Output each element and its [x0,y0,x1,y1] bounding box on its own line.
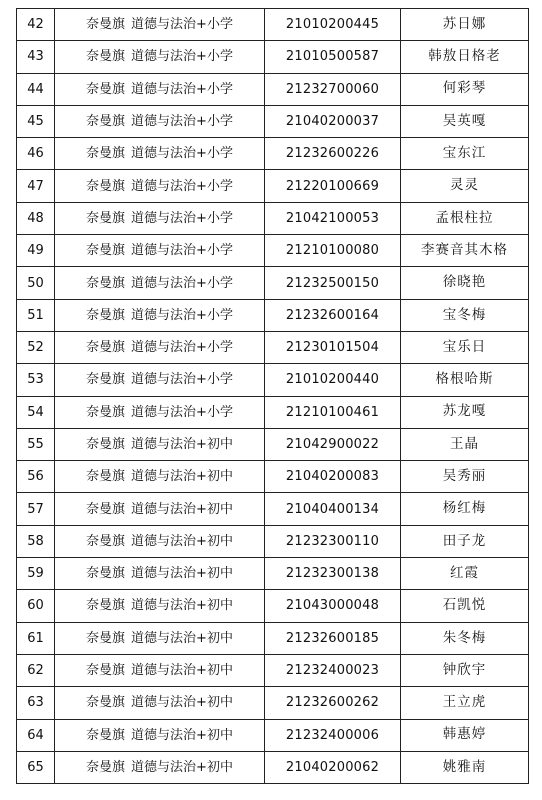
subject-name: 道德与法治+小学 [131,49,233,65]
candidate-id: 21230101504 [265,331,401,363]
candidate-name: 姚雅南 [401,751,529,783]
candidate-id: 21232300138 [265,558,401,590]
table-row [17,719,529,751]
county-subject-cell [55,105,265,137]
subject-name: 道德与法治+小学 [131,81,233,97]
candidate-name: 苏日娜 [401,9,529,41]
county-name: 奈曼旗 [86,501,126,517]
row-number: 47 [17,170,55,202]
candidate-name: 苏龙嘎 [401,396,529,428]
candidate-name: 徐晓艳 [401,267,529,299]
county-subject-cell [55,138,265,170]
row-number: 48 [17,202,55,234]
row-number: 52 [17,331,55,363]
candidate-name: 宝冬梅 [401,299,529,331]
candidate-id: 21232600226 [265,138,401,170]
candidate-name: 灵灵 [401,170,529,202]
row-number: 51 [17,299,55,331]
table-row [17,267,529,299]
subject-name: 道德与法治+小学 [131,275,233,291]
county-name: 奈曼旗 [86,598,126,614]
candidate-id: 21010200440 [265,364,401,396]
candidate-id: 21040200083 [265,461,401,493]
candidate-name: 田子龙 [401,525,529,557]
candidate-id: 21232500150 [265,267,401,299]
county-subject-cell [55,202,265,234]
subject-name: 道德与法治+小学 [131,210,233,226]
table-row [17,461,529,493]
row-number: 49 [17,235,55,267]
county-subject-cell [55,331,265,363]
row-number: 57 [17,493,55,525]
row-number: 50 [17,267,55,299]
candidate-id: 21232600185 [265,622,401,654]
subject-name: 道德与法治+初中 [131,437,233,452]
county-name: 奈曼旗 [86,49,126,65]
county-name: 奈曼旗 [86,210,126,226]
subject-name: 道德与法治+小学 [131,17,233,33]
subject-name: 道德与法治+小学 [131,243,233,259]
county-subject-cell [55,170,265,202]
candidate-id: 21232400023 [265,654,401,686]
county-subject-cell [55,719,265,751]
county-name: 奈曼旗 [86,372,126,388]
candidate-id: 21232300110 [265,525,401,557]
candidate-name: 韩敖日格老 [401,41,529,73]
table-row [17,170,529,202]
table-row [17,138,529,170]
subject-name: 道德与法治+初中 [131,759,233,775]
candidate-name: 吴秀丽 [401,461,529,493]
table-row [17,590,529,622]
row-number: 55 [17,428,55,460]
county-name: 奈曼旗 [86,469,126,485]
candidate-id: 21010200445 [265,9,401,41]
subject-name: 道德与法治+初中 [131,663,233,679]
candidate-name: 宝乐日 [401,331,529,363]
candidate-id: 21042900022 [265,428,401,460]
subject-name: 道德与法治+小学 [131,178,233,194]
table-row [17,525,529,557]
county-subject-cell [55,558,265,590]
county-subject-cell [55,428,265,460]
table-row [17,364,529,396]
subject-name: 道德与法治+初中 [131,695,233,711]
table-row [17,493,529,525]
candidate-name: 宝东江 [401,138,529,170]
county-subject-cell [55,267,265,299]
subject-name: 道德与法治+小学 [131,146,233,162]
row-number: 59 [17,558,55,590]
candidate-name: 孟根柱拉 [401,202,529,234]
subject-name: 道德与法治+初中 [131,501,233,517]
county-name: 奈曼旗 [86,663,126,679]
county-name: 奈曼旗 [86,243,126,259]
candidate-id: 21232600262 [265,687,401,719]
row-number: 64 [17,719,55,751]
row-number: 43 [17,41,55,73]
county-name: 奈曼旗 [86,114,126,130]
subject-name: 道德与法治+小学 [131,307,233,323]
county-subject-cell [55,41,265,73]
subject-name: 道德与法治+小学 [131,404,233,420]
row-number: 53 [17,364,55,396]
roster-table [16,8,529,784]
row-number: 65 [17,751,55,783]
row-number: 61 [17,622,55,654]
county-subject-cell [55,751,265,783]
county-name: 奈曼旗 [86,17,126,33]
row-number: 54 [17,396,55,428]
county-subject-cell [55,687,265,719]
county-name: 奈曼旗 [86,340,126,356]
row-number: 58 [17,525,55,557]
county-name: 奈曼旗 [86,307,126,323]
county-name: 奈曼旗 [86,630,126,646]
county-subject-cell [55,622,265,654]
county-subject-cell [55,9,265,41]
county-subject-cell [55,493,265,525]
candidate-id: 21210100080 [265,235,401,267]
table-row [17,235,529,267]
county-name: 奈曼旗 [86,533,126,549]
row-number: 45 [17,105,55,137]
roster-table-body [17,9,529,784]
county-name: 奈曼旗 [86,275,126,291]
table-row [17,428,529,460]
county-subject-cell [55,525,265,557]
candidate-name: 朱冬梅 [401,622,529,654]
table-row [17,751,529,783]
row-number: 62 [17,654,55,686]
table-row [17,558,529,590]
county-subject-cell [55,461,265,493]
county-name: 奈曼旗 [86,81,126,97]
candidate-name: 李赛音其木格 [401,235,529,267]
row-number: 63 [17,687,55,719]
county-name: 奈曼旗 [86,727,126,743]
table-row [17,687,529,719]
table-row [17,396,529,428]
candidate-id: 21220100669 [265,170,401,202]
candidate-id: 21042100053 [265,202,401,234]
candidate-id: 21232700060 [265,73,401,105]
table-row [17,202,529,234]
candidate-name: 韩惠婷 [401,719,529,751]
candidate-id: 21232400006 [265,719,401,751]
subject-name: 道德与法治+初中 [131,727,233,743]
candidate-name: 吴英嘎 [401,105,529,137]
candidate-id: 21232600164 [265,299,401,331]
candidate-id: 21010500587 [265,41,401,73]
row-number: 42 [17,9,55,41]
subject-name: 道德与法治+小学 [131,114,233,130]
candidate-name: 格根哈斯 [401,364,529,396]
county-subject-cell [55,396,265,428]
subject-name: 道德与法治+初中 [131,469,233,485]
row-number: 60 [17,590,55,622]
county-name: 奈曼旗 [86,695,126,711]
candidate-id: 21040200062 [265,751,401,783]
county-subject-cell [55,235,265,267]
candidate-id: 21040400134 [265,493,401,525]
county-subject-cell [55,654,265,686]
county-name: 奈曼旗 [86,566,126,582]
subject-name: 道德与法治+初中 [131,598,233,614]
table-row [17,299,529,331]
candidate-name: 石凯悦 [401,590,529,622]
table-row [17,73,529,105]
table-row [17,9,529,41]
table-row [17,105,529,137]
candidate-name: 何彩琴 [401,73,529,105]
candidate-id: 21040200037 [265,105,401,137]
row-number: 56 [17,461,55,493]
row-number: 44 [17,73,55,105]
county-name: 奈曼旗 [86,437,126,452]
county-subject-cell [55,299,265,331]
table-row [17,41,529,73]
candidate-id: 21043000048 [265,590,401,622]
table-row [17,331,529,363]
county-subject-cell [55,73,265,105]
subject-name: 道德与法治+小学 [131,340,233,356]
county-name: 奈曼旗 [86,178,126,194]
candidate-name: 红霞 [401,558,529,590]
county-subject-cell [55,364,265,396]
subject-name: 道德与法治+初中 [131,533,233,549]
candidate-name: 杨红梅 [401,493,529,525]
subject-name: 道德与法治+小学 [131,372,233,388]
county-name: 奈曼旗 [86,759,126,775]
subject-name: 道德与法治+初中 [131,630,233,646]
candidate-name: 钟欣宇 [401,654,529,686]
county-name: 奈曼旗 [86,404,126,420]
county-name: 奈曼旗 [86,146,126,162]
candidate-name: 王立虎 [401,687,529,719]
table-row [17,654,529,686]
subject-name: 道德与法治+初中 [131,566,233,582]
row-number: 46 [17,138,55,170]
table-row [17,622,529,654]
candidate-name: 王晶 [401,428,529,460]
county-subject-cell [55,590,265,622]
roster-sheet [16,8,528,784]
candidate-id: 21210100461 [265,396,401,428]
